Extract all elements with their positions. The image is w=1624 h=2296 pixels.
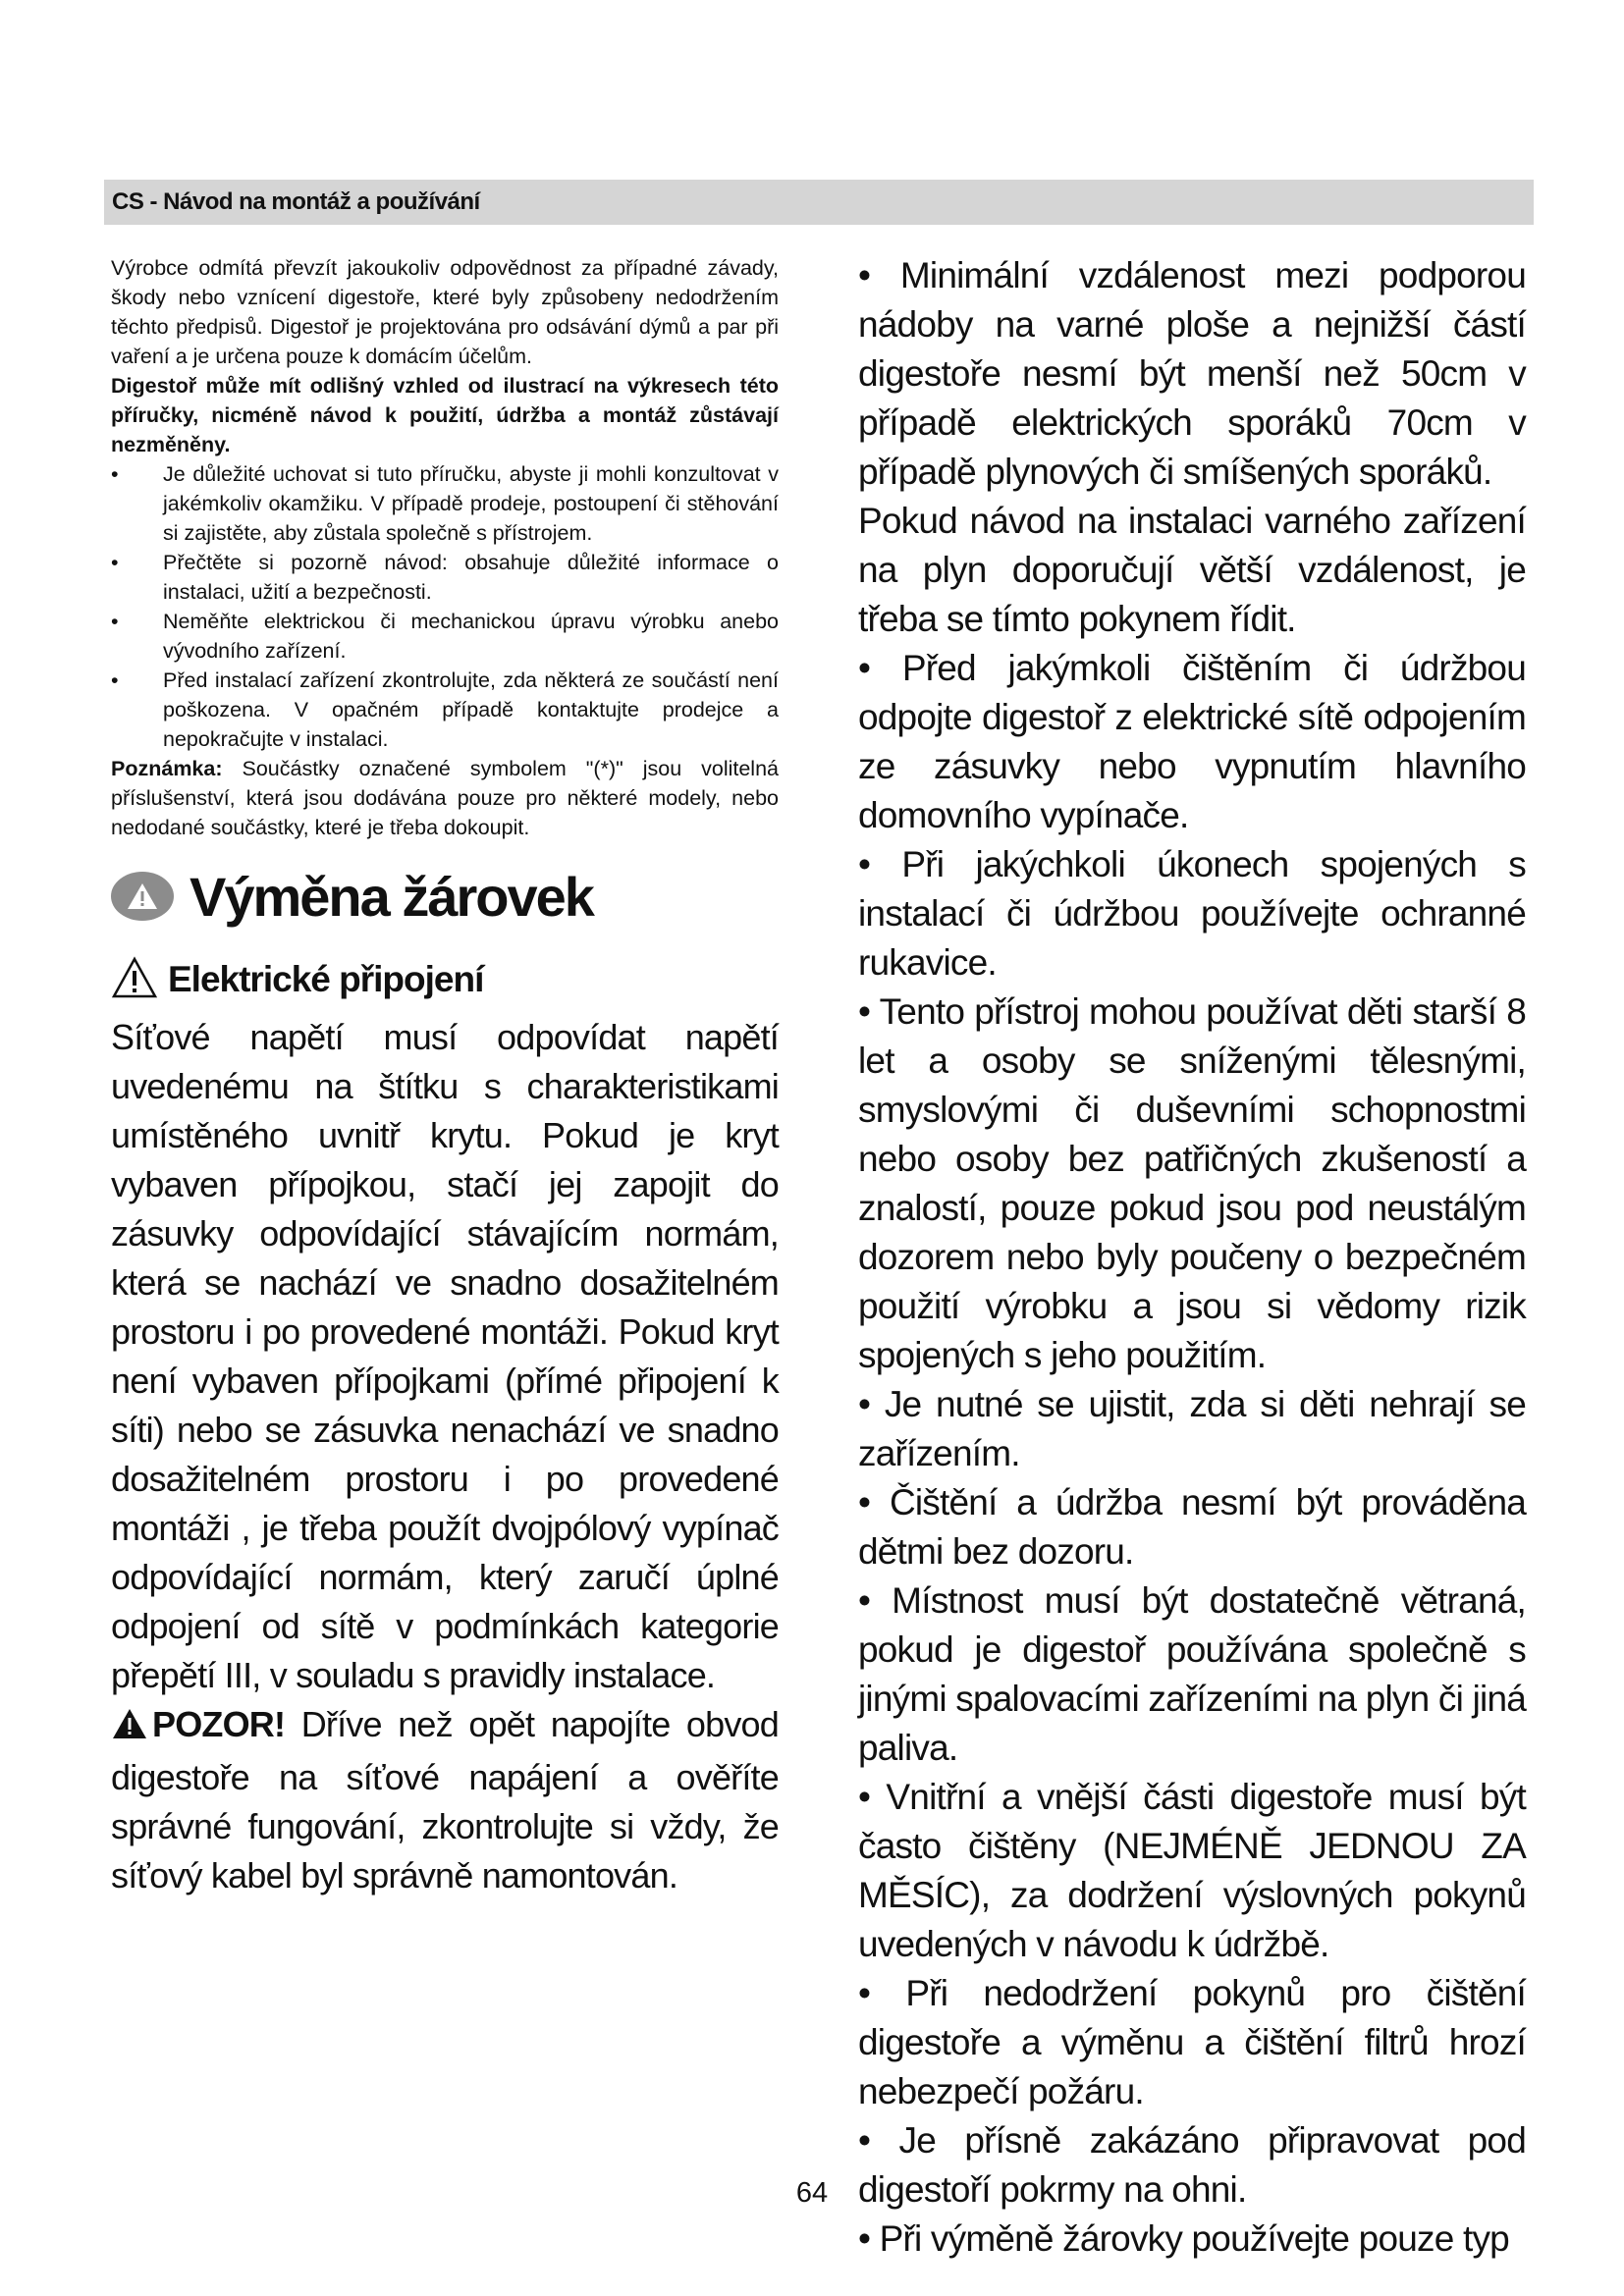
safety-paragraph: • Tento přístroj mohou používat děti starší 8 let a osoby se sníženými tělesnými, smyslovými či duševními schopnostmi nebo osoby bez patřičných zkušeností a znalostí, pouze pokud jsou pod neustálým dozorem nebo byly poučeny o bezpečném použití výrobku a jsou si vědomy rizik spojených s jeho použitím. — [858, 991, 1526, 1375]
note-label: Poznámka: — [111, 757, 223, 780]
note-text: Součástky označené symbolem "(*)" jsou volitelná příslušenství, která jsou dodávána pouze pro některé modely, nebo nedodané součástky, které je třeba dokoupit. — [111, 757, 779, 839]
intro-paragraph: Výrobce odmítá převzít jakoukoliv odpovědnost za případné závady, škody nebo vznícení digestoře, které byly způsobeny nedodržením těchto předpisů. Digestoř je projektována pro odsávání dýmů a par při vaření a je určena pouze k domácím účelům. — [111, 256, 779, 368]
bold-note-text: Digestoř může mít odlišný vzhled od ilustrací na výkresech této příručky, nicméně návod k použití, údržba a montáž zůstávají nezměněny. — [111, 374, 779, 456]
right-column — [858, 251, 1526, 2264]
safety-paragraph: Pokud návod na instalaci varného zařízení na plyn doporučují větší vzdálenost, je třeba se tímto pokynem řídit. — [858, 501, 1526, 639]
list-item — [111, 666, 779, 754]
safety-paragraph: • Čištění a údržba nesmí být prováděna dětmi bez dozoru. — [858, 1482, 1526, 1572]
safety-paragraph: • Při nedodržení pokynů pro čištění digestoře a výměnu a čištění filtrů hrozí nebezpečí požáru. — [858, 1973, 1526, 2111]
bullet-icon: • — [111, 668, 119, 692]
warning-triangle-icon — [111, 956, 158, 1004]
warning-paragraph — [111, 1700, 779, 1900]
safety-paragraph: • Při jakýchkoli úkonech spojených s instalací či údržbou používejte ochranné rukavice. — [858, 844, 1526, 983]
list-item-text: Přečtěte si pozorně návod: obsahuje důležité informace o instalaci, užití a bezpečnosti. — [163, 551, 779, 604]
safety-paragraph: • Minimální vzdálenost mezi podporou nádoby na varné ploše a nejnižší částí digestoře nesmí být menší než 50cm v případě elektrických sporáků 70cm v případě plynových či smíšených sporáků. — [858, 255, 1526, 492]
header-title: CS - Návod na montáž a používání — [112, 188, 480, 215]
electrical-paragraph: Síťové napětí musí odpovídat napětí uvedenému na štítku s charakteristikami umístěného uvnitř krytu. Pokud je kryt vybaven přípojkou, stačí jej zapojit do zásuvky odpovídající stávajícím normám, která se nachází ve snadno dosažitelném prostoru i po provedené montáži. Pokud kryt není vybaven přípojkami (přímé připojení k síti) nebo se zásuvka nenachází ve snadno dosažitelném prostoru i po provedené montáži , je třeba použít dvojpólový vypínač odpovídající normám, který zaručí úplné odpojení od sítě v podmínkách kategorie přepětí III, v souladu s pravidly instalace. — [111, 1017, 779, 1695]
list-item-text: Před instalací zařízení zkontrolujte, zda některá ze součástí není poškozena. V opačném případě kontaktujte prodejce a nepokračujte v instalaci. — [163, 668, 779, 751]
safety-paragraph: • Při výměně žárovky používejte pouze typ — [858, 2218, 1509, 2259]
subsection-heading — [111, 952, 779, 1007]
bullet-icon: • — [111, 551, 119, 574]
list-item — [111, 459, 779, 548]
warning-filled-icon — [111, 1704, 148, 1753]
list-item-text: Je důležité uchovat si tuto příručku, abyste ji mohli konzultovat v jakémkoliv okamžiku. V případě prodeje, postoupení či stěhování si zajistěte, aby zůstala společně s přístrojem. — [163, 462, 779, 545]
bullet-list — [111, 459, 779, 754]
left-column — [111, 253, 779, 1900]
list-item — [111, 607, 779, 666]
page-number: 64 — [795, 2177, 829, 2209]
safety-paragraph: • Místnost musí být dostatečně větraná, pokud je digestoř používána společně s jinými spalovacími zařízeními na plyn či jiná paliva. — [858, 1580, 1526, 1768]
subsection-title: Elektrické připojení — [168, 959, 484, 999]
warning-text: Dříve než opět napojíte obvod digestoře na síťové napájení a ověříte správné fungování, zkontrolujte si vždy, že síťový kabel byl správně namontován. — [111, 1704, 779, 1896]
list-item-text: Neměňte elektrickou či mechanickou úpravu výrobku anebo vývodního zařízení. — [163, 610, 779, 663]
warning-circle-icon — [111, 872, 174, 921]
list-item — [111, 548, 779, 607]
safety-paragraph: • Vnitřní a vnější části digestoře musí být často čištěny (NEJMÉNĚ JEDNOU ZA MĚSÍC), za dodržení výslovných pokynů uvedených v návodu k údržbě. — [858, 1777, 1526, 1964]
section-title: Výměna žárovek — [189, 865, 593, 928]
note-paragraph — [111, 754, 779, 842]
safety-paragraph: • Je přísně zakázáno připravovat pod digestoří pokrmy na ohni. — [858, 2120, 1526, 2210]
bullet-icon: • — [111, 462, 119, 486]
warning-label: POZOR! — [152, 1704, 286, 1744]
section-heading — [111, 862, 779, 931]
safety-paragraph: • Před jakýmkoli čištěním či údržbou odpojte digestoř z elektrické sítě odpojením ze zásuvky nebo vypnutím hlavního domovního vypínače. — [858, 648, 1526, 835]
safety-paragraph: • Je nutné se ujistit, zda si děti nehrají se zařízením. — [858, 1384, 1526, 1473]
bullet-icon: • — [111, 610, 119, 633]
header-bar — [104, 180, 1534, 225]
bold-note — [111, 371, 779, 459]
